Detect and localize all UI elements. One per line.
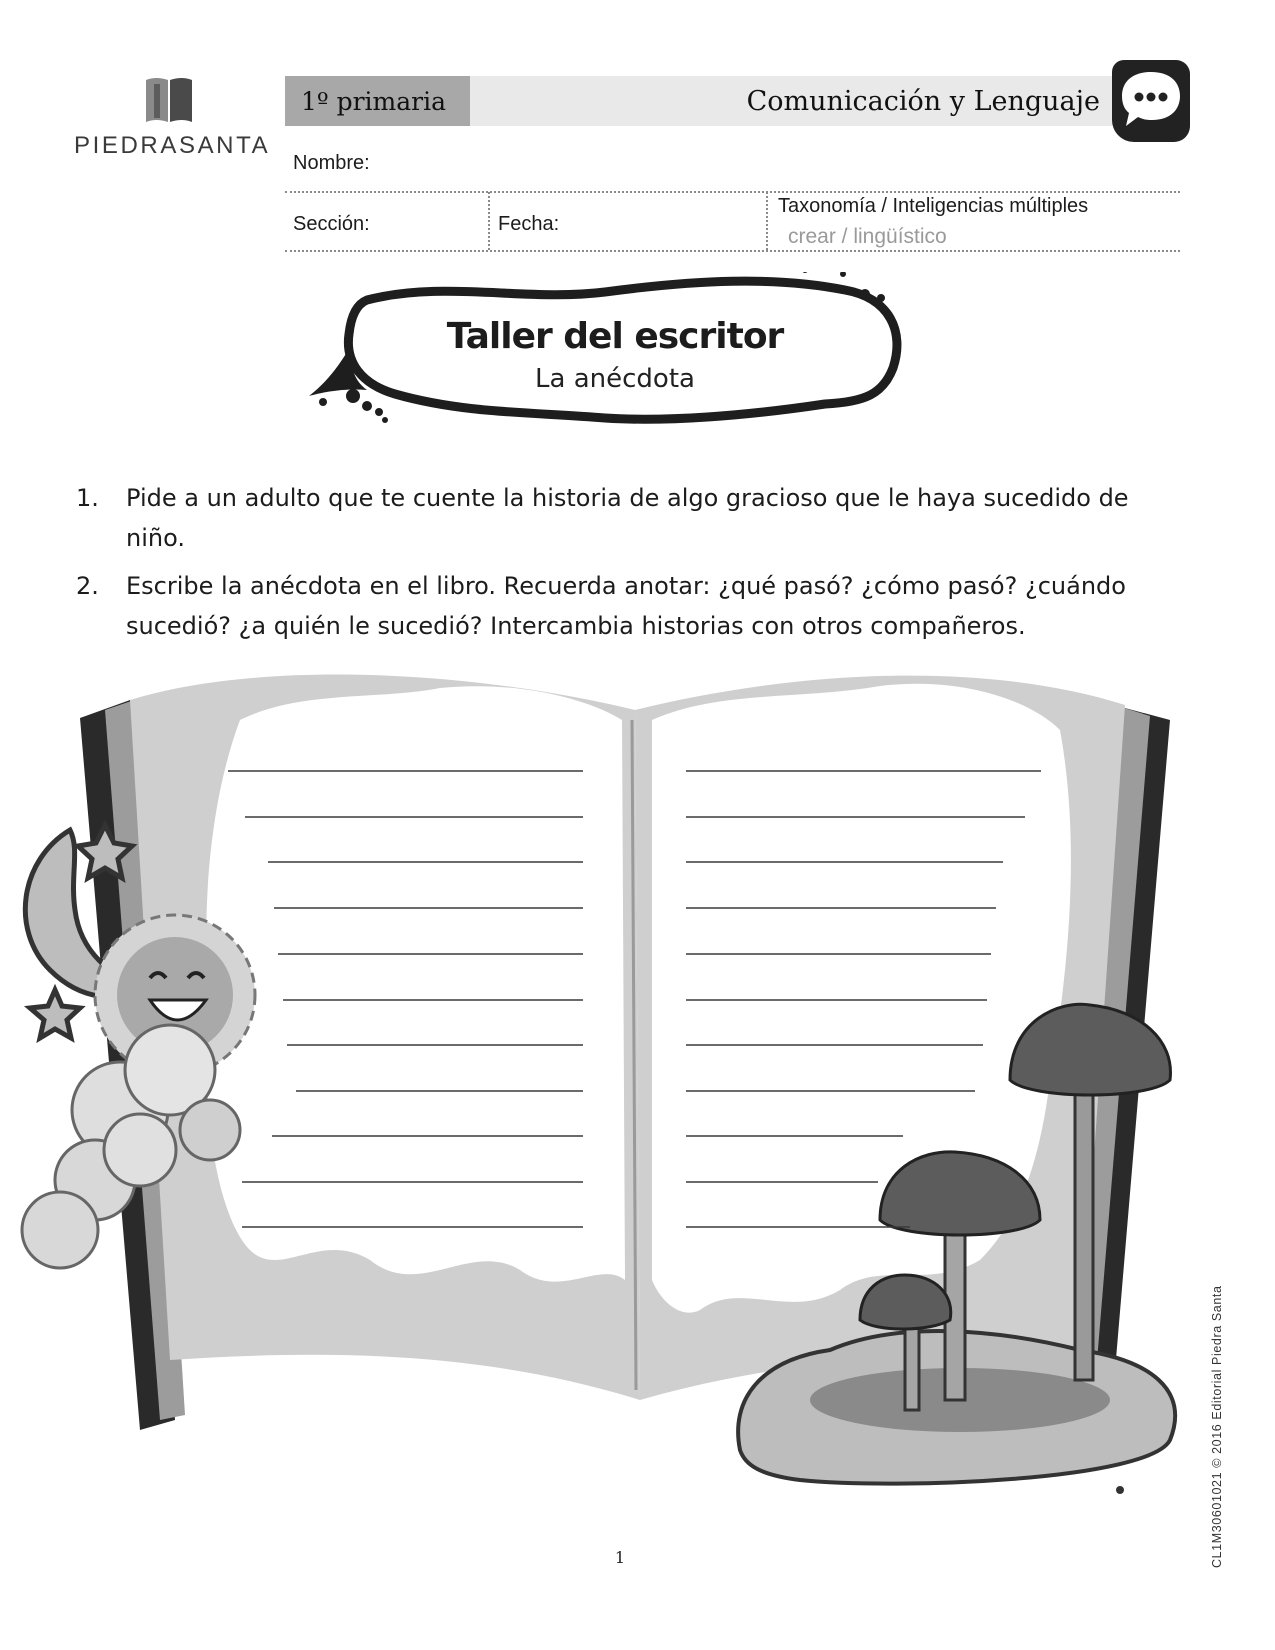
title-cloud-frame [305,272,925,442]
date-label: Fecha: [498,213,560,235]
instruction-number: 1. [76,484,99,512]
instruction-line: sucedió? ¿a quién le sucedió? Intercambia historias con otros compañeros. [126,612,1026,640]
form-divider [766,192,768,250]
worksheet-subtitle: La anécdota [535,364,695,394]
instruction-number: 2. [76,572,99,600]
section-label: Sección: [293,213,370,235]
taxonomy-label: Taxonomía / Inteligencias múltiples [778,195,1089,217]
page-number: 1 [614,1548,626,1567]
brand-name: PIEDRASANTA [74,132,271,159]
copyright-notice: CL1M30601021 © 2016 Editorial Piedra Santa [1210,1285,1224,1568]
instruction-line: Escribe la anécdota en el libro. Recuerda anotar: ¿qué pasó? ¿cómo pasó? ¿cuándo [126,572,1126,600]
form-divider [488,192,490,250]
instruction-line: Pide a un adulto que te cuente la historia de algo gracioso que le haya sucedido de [126,484,1129,512]
subject-badge [1112,60,1190,142]
grade-label: 1º primaria [285,76,470,126]
form-divider [285,250,1180,252]
name-label: Nombre: [293,152,370,174]
instruction-text [126,566,1186,646]
open-book-illustration [0,660,1275,1520]
publisher-logo [68,72,271,162]
instruction-line: niño. [126,524,185,552]
taxonomy-values: crear / lingüístico [788,225,947,248]
left-page-writing-area [206,686,625,1281]
speech-bubble-dots-icon [1112,60,1190,142]
subject-title: Comunicación y Lenguaje [470,76,1120,126]
worksheet-title: Taller del escritor [446,316,784,357]
form-divider [285,191,1180,193]
book-logo-icon [144,76,194,124]
instruction-text [126,478,1186,558]
